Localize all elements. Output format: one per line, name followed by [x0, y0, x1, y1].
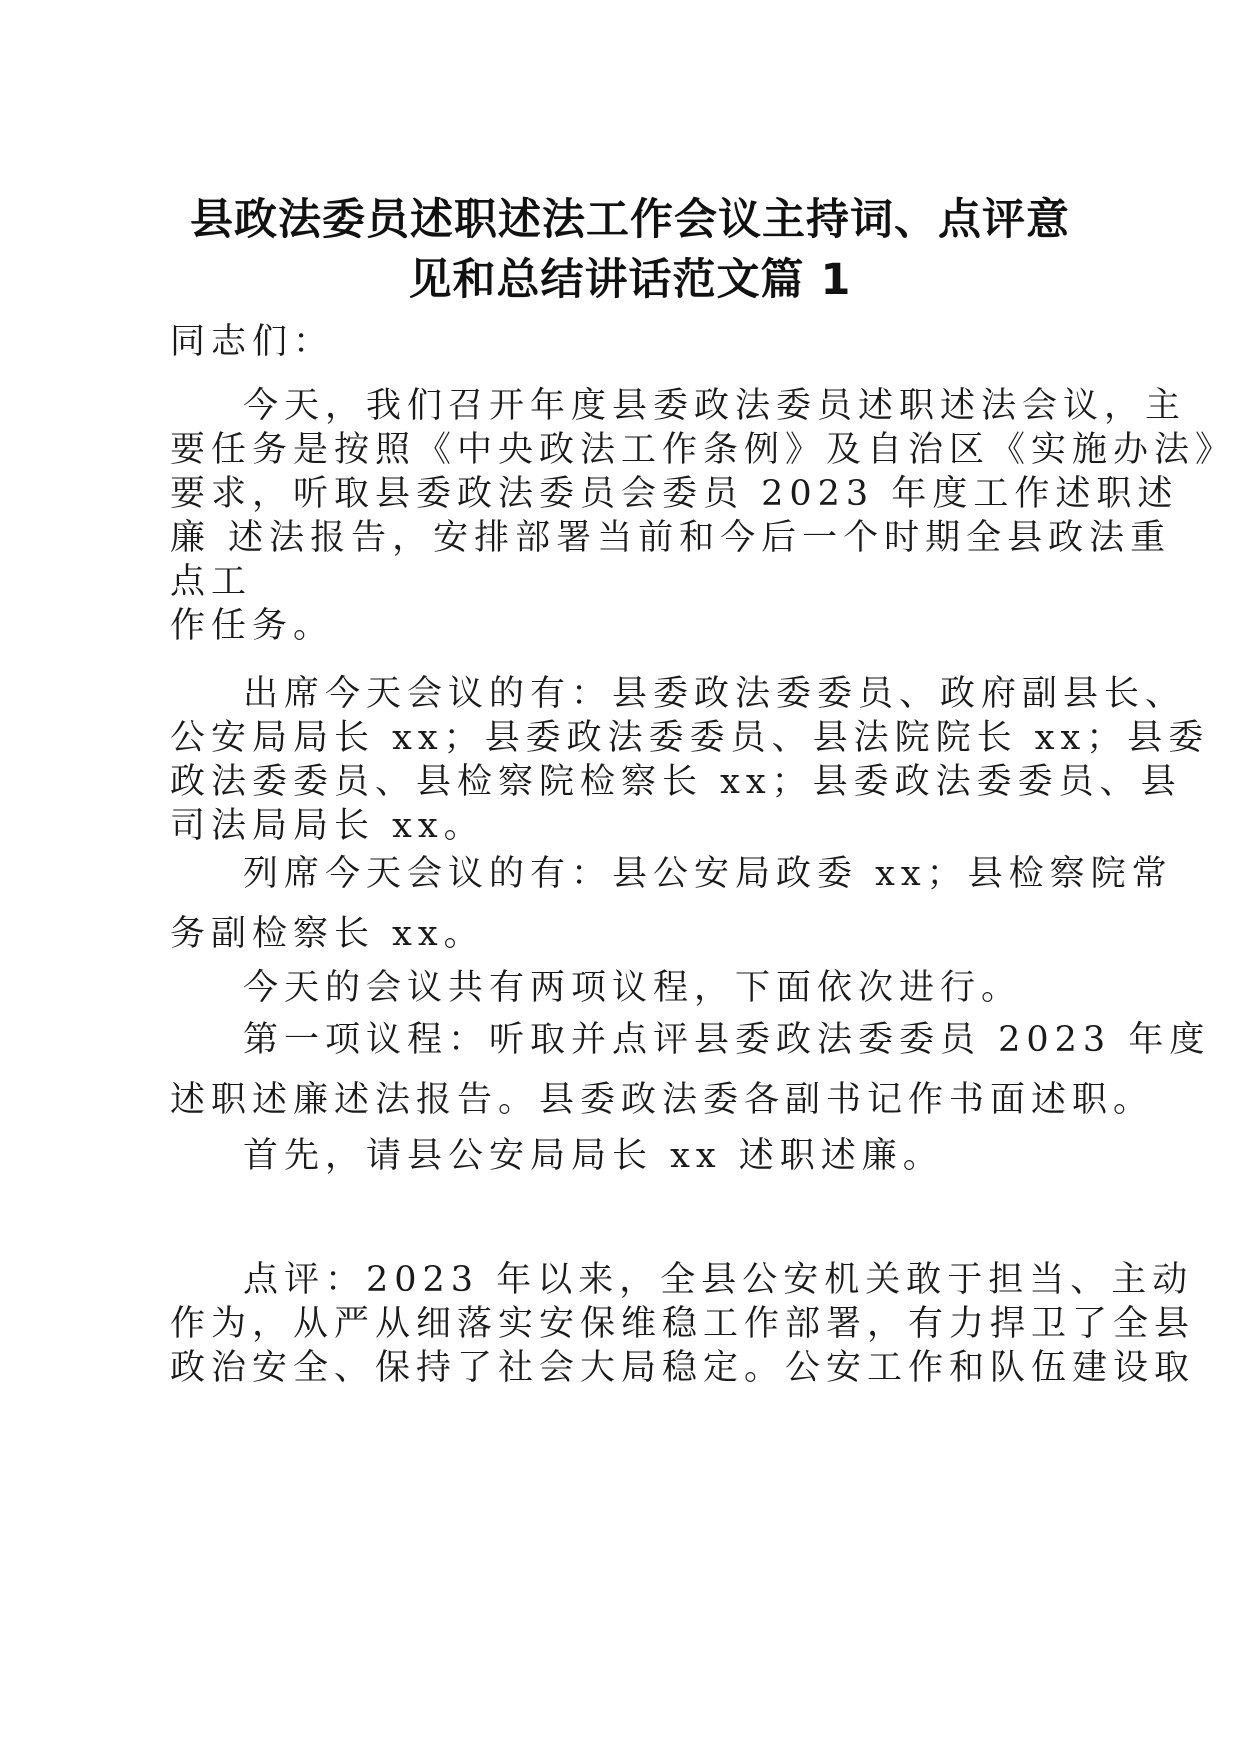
paragraph-line: 第一项议程：听取并点评县委政法委委员 2023 年度 [243, 1020, 1211, 1060]
title-line-2: 见和总结讲话范文篇 1 [408, 255, 852, 305]
paragraph-line: 出席今天会议的有：县委政法委委员、政府副县长、 [243, 674, 1187, 714]
paragraph-line: 要求，听取县委政法委员会委员 2023 年度工作述职述 [170, 474, 1179, 514]
salutation: 同志们： [170, 322, 335, 362]
document-title [150, 190, 1110, 310]
paragraph-line: 务副检察长 xx。 [170, 914, 485, 954]
paragraph-line: 述职述廉述法报告。县委政法委各副书记作书面述职。 [170, 1080, 1155, 1120]
paragraph-line: 要任务是按照《中央政法工作条例》及自治区《实施办法》 [170, 430, 1237, 470]
paragraph-line: 今天，我们召开年度县委政法委员述职述法会议，主 [243, 386, 1187, 426]
paragraph-line: 作任务。 [170, 606, 335, 646]
paragraph-line: 司法局局长 xx。 [170, 806, 485, 846]
paragraph-line: 政治安全、保持了社会大局稳定。公安工作和队伍建设取 [170, 1348, 1196, 1388]
paragraph-line: 今天的会议共有两项议程，下面依次进行。 [243, 968, 1023, 1008]
paragraph-line: 作为，从严从细落实安保维稳工作部署，有力捍卫了全县 [170, 1304, 1196, 1344]
paragraph-line: 首先，请县公安局局长 xx 述职述廉。 [243, 1136, 944, 1176]
paragraph-line: 廉 述法报告，安排部署当前和今后一个时期全县政法重 [170, 518, 1172, 558]
title-line-1: 县政法委员述职述法工作会议主持词、点评意 [190, 195, 1070, 245]
paragraph-line: 点评：2023 年以来，全县公安机关敢于担当、主动 [243, 1260, 1194, 1300]
paragraph-line: 列席今天会议的有：县公安局政委 xx；县检察院常 [243, 854, 1173, 894]
paragraph-line: 政法委委员、县检察院检察长 xx；县委政法委委员、县 [170, 762, 1182, 802]
paragraph-line: 公安局局长 xx；县委政法委委员、县法院院长 xx；县委 [170, 718, 1210, 758]
paragraph-line: 点工 [170, 562, 253, 602]
